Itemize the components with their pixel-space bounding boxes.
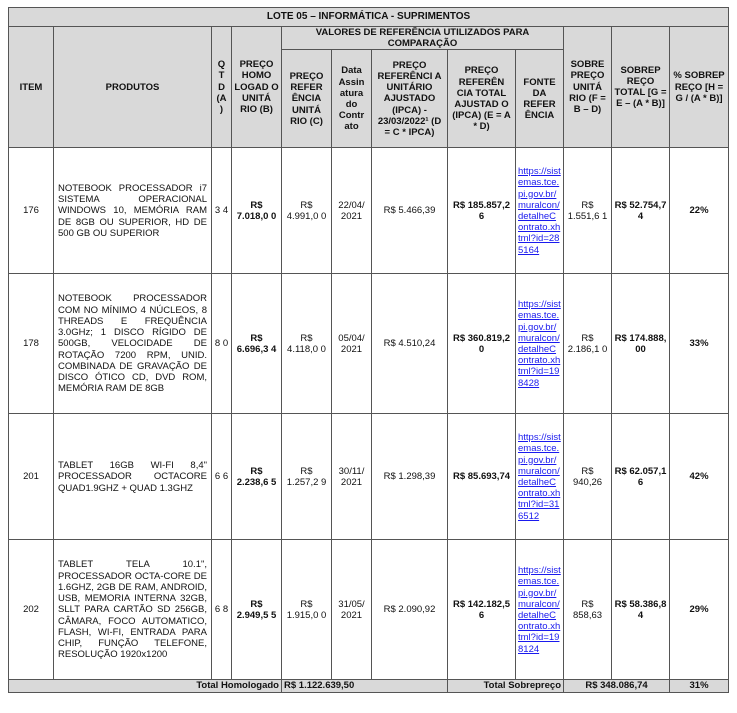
cell-item: 201 bbox=[9, 414, 54, 540]
cell-fonte-link[interactable]: https://sistemas.tce.pi.gov.br/muralcon/detalheContrato.xhtml?id=285164 bbox=[516, 148, 564, 274]
total-sobrepreco-label: Total Sobrepreço bbox=[448, 680, 564, 692]
header-preco-homologado: PREÇO HOMO LOGAD O UNITÁ RIO (B) bbox=[232, 27, 282, 148]
header-fonte: FONTE DA REFER ÊNCIA bbox=[516, 50, 564, 148]
cell-pct: 29% bbox=[670, 540, 729, 680]
total-pct: 31% bbox=[670, 680, 729, 692]
cell-data: 22/04/ 2021 bbox=[332, 148, 372, 274]
cell-fonte-link[interactable]: https://sistemas.tce.pi.gov.br/muralcon/detalheContrato.xhtml?id=198124 bbox=[516, 540, 564, 680]
cell-preco-homologado: R$ 2.949,5 5 bbox=[232, 540, 282, 680]
lote-table bbox=[8, 7, 729, 693]
header-preco-referencia: PREÇO REFER ÊNCIA UNITÁ RIO (C) bbox=[282, 50, 332, 148]
cell-pct: 42% bbox=[670, 414, 729, 540]
header-item: ITEM bbox=[9, 27, 54, 148]
cell-produto: TABLET 16GB WI-FI 8,4" PROCESSADOR OCTACORE QUAD1.9GHZ + QUAD 1.3GHZ bbox=[54, 414, 212, 540]
cell-preco-total: R$ 85.693,74 bbox=[448, 414, 516, 540]
total-homologado-label: Total Homologado bbox=[9, 680, 282, 692]
cell-pct: 33% bbox=[670, 274, 729, 414]
cell-fonte-link[interactable]: https://sistemas.tce.pi.gov.br/muralcon/detalheContrato.xhtml?id=316512 bbox=[516, 414, 564, 540]
cell-sobrepreco-unitario: R$ 858,63 bbox=[564, 540, 612, 680]
cell-data: 31/05/ 2021 bbox=[332, 540, 372, 680]
cell-preco-homologado: R$ 7.018,0 0 bbox=[232, 148, 282, 274]
cell-preco-total: R$ 185.857,2 6 bbox=[448, 148, 516, 274]
cell-preco-ajustado: R$ 2.090,92 bbox=[372, 540, 448, 680]
cell-preco-ajustado: R$ 5.466,39 bbox=[372, 148, 448, 274]
header-valores-referencia: VALORES DE REFERÊNCIA UTILIZADOS PARA COMPARAÇÃO bbox=[282, 27, 564, 50]
cell-data: 05/04/ 2021 bbox=[332, 274, 372, 414]
cell-preco-total: R$ 142.182,5 6 bbox=[448, 540, 516, 680]
cell-produto: NOTEBOOK PROCESSADOR i7 SISTEMA OPERACIONAL WINDOWS 10, MEMÓRIA RAM DE 8GB OU SUPERIOR, HD DE 500 GB OU SUPERIOR bbox=[54, 148, 212, 274]
header-sobrepreco-total: SOBREP REÇO TOTAL [G = E – (A * B)] bbox=[612, 27, 670, 148]
total-sobrepreco-value: R$ 348.086,74 bbox=[564, 680, 670, 692]
header-sobrepreco-unitario: SOBRE PREÇO UNITÁ RIO (F = B – D) bbox=[564, 27, 612, 148]
cell-data: 30/11/ 2021 bbox=[332, 414, 372, 540]
cell-produto: NOTEBOOK PROCESSADOR COM NO MÍNIMO 4 NÚCLEOS, 8 THREADS E FREQUÊNCIA 3.0GHz; 1 DISCO RÍGIDO DE 500GB, VELOCIDADE DE ROTAÇÃO 7200 RPM, UNID. COMBINADA DE GRAVAÇÃO DE DISCO ÓTICO CD, DVD ROM, MEMÓRIA RAM DE 8GB bbox=[54, 274, 212, 414]
cell-preco-referencia: R$ 1.915,0 0 bbox=[282, 540, 332, 680]
table-row bbox=[9, 540, 729, 680]
header-preco-ajustado: PREÇO REFERÊNCI A UNITÁRIO AJUSTADO (IPCA) - 23/03/2022¹ (D = C * IPCA) bbox=[372, 50, 448, 148]
cell-item: 202 bbox=[9, 540, 54, 680]
cell-preco-referencia: R$ 1.257,2 9 bbox=[282, 414, 332, 540]
table-row bbox=[9, 148, 729, 274]
table-row bbox=[9, 274, 729, 414]
cell-qtd: 3 4 bbox=[212, 148, 232, 274]
cell-fonte-link[interactable]: https://sistemas.tce.pi.gov.br/muralcon/detalheContrato.xhtml?id=198428 bbox=[516, 274, 564, 414]
header-qtd: Q T D (A ) bbox=[212, 27, 232, 148]
totals-row bbox=[9, 680, 729, 692]
cell-sobrepreco-total: R$ 58.386,8 4 bbox=[612, 540, 670, 680]
cell-preco-homologado: R$ 6.696,3 4 bbox=[232, 274, 282, 414]
cell-qtd: 6 8 bbox=[212, 540, 232, 680]
cell-qtd: 6 6 bbox=[212, 414, 232, 540]
cell-item: 178 bbox=[9, 274, 54, 414]
cell-preco-homologado: R$ 2.238,6 5 bbox=[232, 414, 282, 540]
header-pct-sobrepreco: % SOBREP REÇO [H = G / (A * B)] bbox=[670, 27, 729, 148]
cell-preco-ajustado: R$ 4.510,24 bbox=[372, 274, 448, 414]
cell-produto: TABLET TELA 10.1", PROCESSADOR OCTA-CORE DE 1.6GHZ, 2GB DE RAM, ANDROID, USB, MEMORIA INTERNA 32GB, SLLT PARA CARTÃO SD 256GB, CÂMARA, FOCO AUTOMATICO, FLASH, WI-FI, ENTRADA PARA CHIP, FUNÇÃO TELEFONE, RESOLUÇÃO 1920x1200 bbox=[54, 540, 212, 680]
table-title: LOTE 05 – INFORMÁTICA - SUPRIMENTOS bbox=[9, 8, 729, 27]
cell-sobrepreco-unitario: R$ 940,26 bbox=[564, 414, 612, 540]
table-row bbox=[9, 414, 729, 540]
cell-sobrepreco-unitario: R$ 2.186,1 0 bbox=[564, 274, 612, 414]
cell-item: 176 bbox=[9, 148, 54, 274]
cell-pct: 22% bbox=[670, 148, 729, 274]
cell-preco-referencia: R$ 4.991,0 0 bbox=[282, 148, 332, 274]
cell-preco-referencia: R$ 4.118,0 0 bbox=[282, 274, 332, 414]
total-homologado-value: R$ 1.122.639,50 bbox=[282, 680, 448, 692]
header-data-assinatura: Data Assin atura do Contr ato bbox=[332, 50, 372, 148]
cell-sobrepreco-total: R$ 174.888, 00 bbox=[612, 274, 670, 414]
cell-sobrepreco-total: R$ 62.057,1 6 bbox=[612, 414, 670, 540]
header-preco-total-ajustado: PREÇO REFERÊN CIA TOTAL AJUSTAD O (IPCA) (E = A * D) bbox=[448, 50, 516, 148]
cell-preco-total: R$ 360.819,2 0 bbox=[448, 274, 516, 414]
header-produtos: PRODUTOS bbox=[54, 27, 212, 148]
cell-qtd: 8 0 bbox=[212, 274, 232, 414]
cell-sobrepreco-total: R$ 52.754,7 4 bbox=[612, 148, 670, 274]
cell-preco-ajustado: R$ 1.298,39 bbox=[372, 414, 448, 540]
cell-sobrepreco-unitario: R$ 1.551,6 1 bbox=[564, 148, 612, 274]
